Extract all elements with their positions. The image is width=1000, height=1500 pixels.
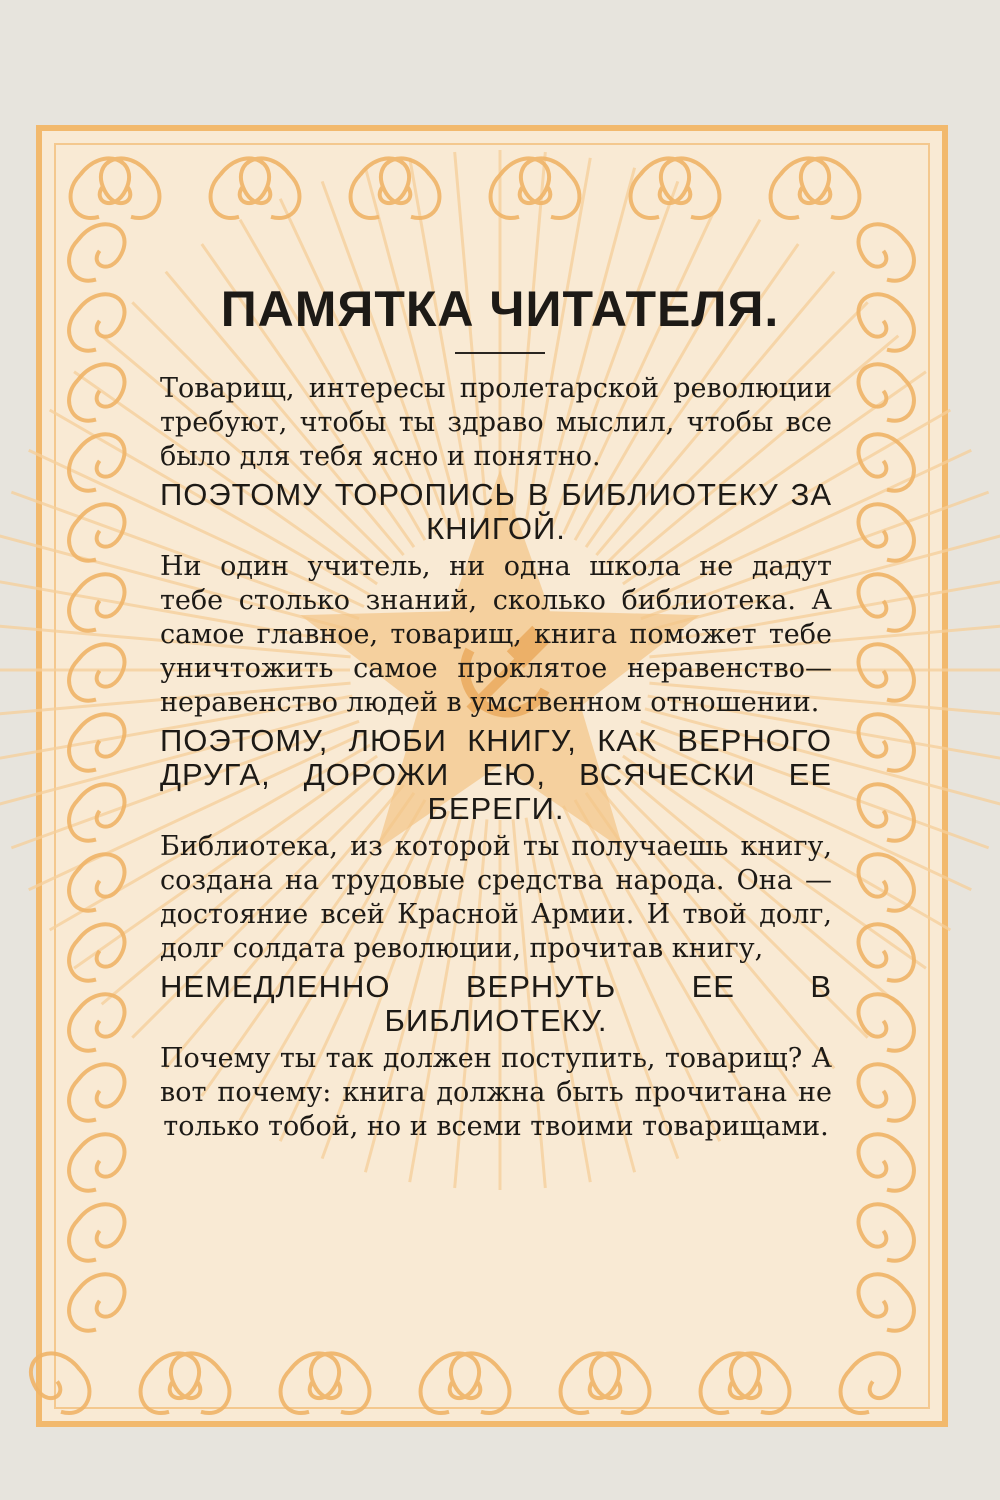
- scroll-leaf: [69, 504, 124, 560]
- scroll-leaf: [69, 714, 124, 770]
- scroll-leaf: [69, 224, 124, 280]
- scroll-leaf: [661, 158, 720, 218]
- page-title: ПАМЯТКА ЧИТАТЕЛЯ.: [220, 281, 780, 337]
- scroll-leaf: [171, 1353, 230, 1413]
- scroll-leaf: [451, 1353, 510, 1413]
- scroll-leaf: [631, 158, 690, 218]
- callout-return-book: НЕМЕДЛЕННО ВЕРНУТЬ ЕЕ В БИБЛИОТЕКУ.: [160, 969, 832, 1038]
- scroll-leaf: [69, 1204, 124, 1260]
- scroll-leaf: [141, 1353, 200, 1413]
- callout-hurry-to-library: ПОЭТОМУ ТОРОПИСЬ В БИБЛИОТЕКУ ЗА КНИГОЙ.: [160, 477, 832, 546]
- paragraph-intro: Товарищ, интересы пролетарской революции требуют, чтобы ты здраво мыслил, чтобы все было для тебя ясно и понятно.: [160, 373, 832, 472]
- scroll-leaf: [311, 1353, 370, 1413]
- scroll-leaf: [69, 644, 124, 700]
- scroll-leaf: [701, 1353, 760, 1413]
- scroll-leaf: [101, 158, 160, 218]
- scroll-leaf: [71, 158, 130, 218]
- scroll-leaf: [858, 994, 913, 1050]
- scroll-leaf: [211, 158, 270, 218]
- scroll-leaf: [858, 1204, 913, 1260]
- scroll-leaf: [858, 784, 913, 840]
- scroll-leaf: [69, 924, 124, 980]
- scroll-leaf: [69, 1274, 124, 1330]
- scroll-leaf: [69, 1134, 124, 1190]
- scroll-leaf: [801, 158, 860, 218]
- scroll-leaf: [858, 224, 913, 280]
- scroll-leaf: [841, 1353, 900, 1413]
- scroll-leaf: [521, 158, 580, 218]
- scroll-leaf: [858, 1064, 913, 1120]
- memo-text: [160, 372, 832, 1144]
- scroll-leaf: [241, 158, 300, 218]
- scroll-leaf: [351, 158, 410, 218]
- scroll-leaf: [858, 574, 913, 630]
- scroll-leaf: [421, 1353, 480, 1413]
- paragraph-knowledge: Ни один учитель, ни одна школа не дадут тебе столько знаний, сколько библиотека. А самое главное, товарищ, книга поможет тебе уничтожить самое проклятое неравенство—неравенство людей в умственном отношении.: [160, 551, 832, 718]
- scroll-leaf: [591, 1353, 650, 1413]
- scroll-leaf: [858, 504, 913, 560]
- scroll-leaf: [69, 1064, 124, 1120]
- scroll-leaf: [771, 158, 830, 218]
- callout-love-the-book: ПОЭТОМУ, ЛЮБИ КНИГУ, КАК ВЕРНОГО ДРУГА, ДОРОЖИ ЕЮ, ВСЯЧЕСКИ ЕЕ БЕРЕГИ.: [160, 723, 832, 826]
- paragraph-why: Почему ты так должен поступить, товарищ? А вот почему: книга должна быть прочитана не только тобой, но и всеми твоими товарищами.: [160, 1043, 832, 1142]
- scroll-leaf: [858, 1274, 913, 1330]
- scroll-leaf: [31, 1353, 90, 1413]
- title-underline: [455, 352, 545, 354]
- paragraph-library-origin: Библиотека, из которой ты получаешь книгу, создана на трудовые средства народа. Она — достояние всей Красной Армии. И твой долг, долг солдата революции, прочитав книгу,: [160, 831, 832, 964]
- scroll-leaf: [561, 1353, 620, 1413]
- scroll-leaf: [731, 1353, 790, 1413]
- scroll-leaf: [69, 784, 124, 840]
- scroll-leaf: [858, 1134, 913, 1190]
- scroll-leaf: [69, 994, 124, 1050]
- scroll-leaf: [281, 1353, 340, 1413]
- scroll-leaf: [858, 644, 913, 700]
